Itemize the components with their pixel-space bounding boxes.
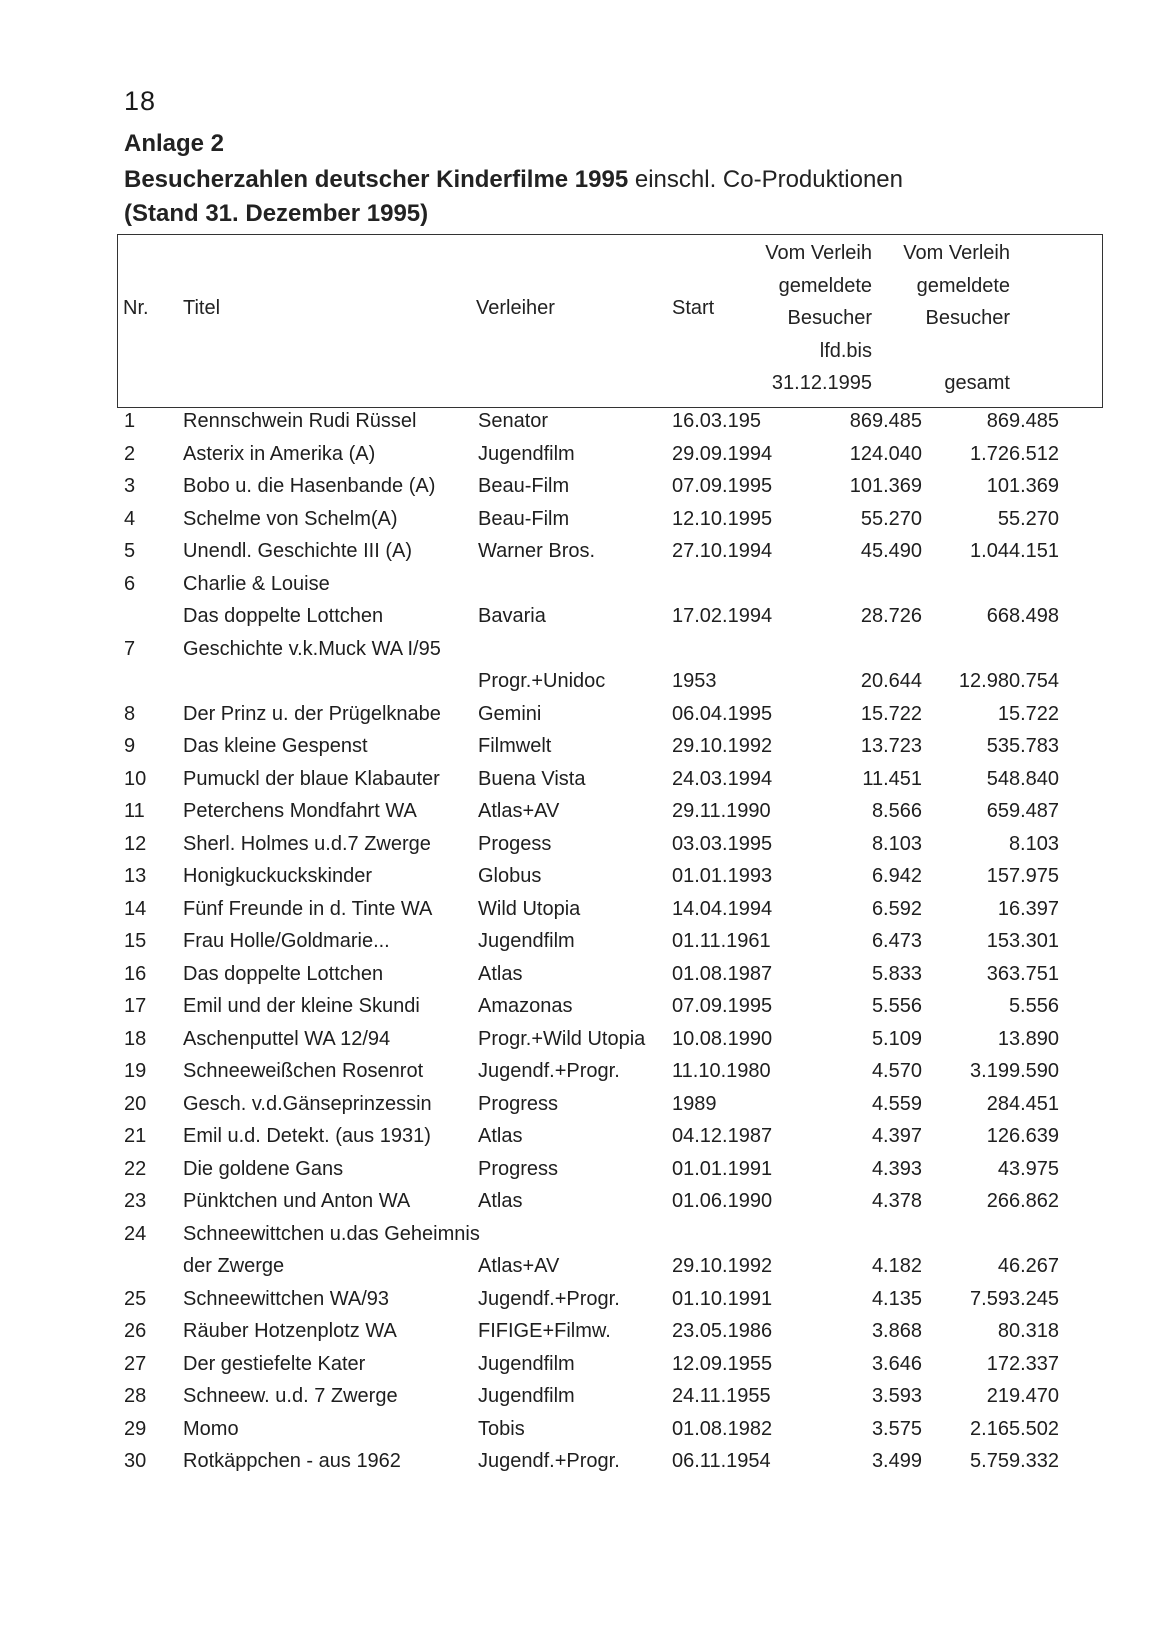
document-title — [124, 166, 903, 194]
table-row — [0, 1418, 1152, 1450]
cell-visitors-current: 45.490 — [860, 540, 922, 562]
cell-title: Momo — [183, 1417, 239, 1440]
cell-title: Schneeweißchen Rosenrot — [183, 1060, 424, 1082]
cell-distributor: Progr.+Unidoc — [478, 670, 606, 692]
table-row — [0, 638, 1152, 670]
table-row — [0, 995, 1152, 1027]
table-row — [0, 703, 1152, 735]
cell-title: Geschichte v.k.Muck WA I/95 — [183, 637, 441, 660]
cell-title: Räuber Hotzenplotz WA — [183, 1320, 397, 1342]
cell-start: 01.01.1991 — [672, 1157, 773, 1180]
cell-distributor: Tobis — [478, 1417, 525, 1440]
cell-visitors-current: 8.103 — [871, 832, 922, 855]
cell-nr: 20 — [124, 1092, 147, 1115]
header-visitors-total-line — [903, 335, 1010, 368]
cell-title: Der Prinz u. der Prügelknabe — [183, 702, 441, 725]
cell-visitors-total: 2.165.502 — [970, 1417, 1059, 1440]
table-row — [0, 1060, 1152, 1092]
cell-title: Charlie & Louise — [183, 572, 330, 595]
cell-visitors-current: 5.556 — [871, 995, 922, 1017]
cell-distributor: Globus — [478, 865, 542, 887]
cell-nr: 25 — [124, 1287, 147, 1310]
table-row — [0, 1288, 1152, 1320]
cell-visitors-current: 13.723 — [860, 735, 922, 757]
cell-visitors-total: 219.470 — [986, 1385, 1059, 1407]
cell-distributor: Bavaria — [478, 605, 546, 627]
header-visitors-total-line: Vom Verleih — [903, 242, 1010, 264]
table-row — [0, 800, 1152, 832]
cell-visitors-total: 13.890 — [997, 1027, 1059, 1050]
cell-title: Rotkäppchen - aus 1962 — [183, 1450, 401, 1472]
table-row — [0, 670, 1152, 702]
cell-start: 07.09.1995 — [672, 995, 773, 1017]
cell-start: 01.06.1990 — [672, 1190, 773, 1212]
cell-visitors-current: 6.942 — [871, 865, 922, 887]
cell-nr: 24 — [124, 1222, 147, 1245]
cell-start: 12.10.1995 — [672, 507, 773, 530]
cell-visitors-total: 7.593.245 — [970, 1287, 1059, 1310]
cell-distributor: Jugendf.+Progr. — [478, 1287, 620, 1310]
cell-visitors-total: 8.103 — [1008, 832, 1059, 855]
cell-visitors-current: 869.485 — [849, 410, 922, 432]
cell-visitors-current: 3.575 — [871, 1417, 922, 1440]
header-title: Titel — [183, 297, 221, 319]
cell-distributor: Gemini — [478, 702, 542, 725]
header-visitors-total-line: gesamt — [944, 372, 1010, 394]
cell-title: Gesch. v.d.Gänseprinzessin — [183, 1092, 432, 1115]
table-row — [0, 1190, 1152, 1222]
header-visitors-total-line: Besucher — [925, 307, 1010, 329]
cell-nr: 16 — [124, 962, 147, 985]
cell-visitors-total: 126.639 — [986, 1125, 1059, 1147]
cell-visitors-current: 5.109 — [871, 1027, 922, 1050]
cell-nr: 17 — [124, 995, 147, 1017]
cell-visitors-total: 869.485 — [986, 410, 1059, 432]
cell-distributor: Atlas+AV — [478, 800, 560, 822]
cell-visitors-current: 6.473 — [871, 930, 922, 952]
cell-nr: 8 — [124, 702, 136, 725]
cell-title: Das doppelte Lottchen — [183, 962, 384, 985]
table-row — [0, 1385, 1152, 1417]
cell-start: 23.05.1986 — [672, 1320, 773, 1342]
cell-start: 17.02.1994 — [672, 605, 773, 627]
cell-visitors-current: 3.593 — [871, 1385, 922, 1407]
cell-visitors-total: 668.498 — [986, 605, 1059, 627]
cell-start: 29.11.1990 — [672, 800, 771, 822]
table-row — [0, 1028, 1152, 1060]
table-row — [0, 963, 1152, 995]
cell-visitors-total: 1.044.151 — [970, 540, 1059, 562]
cell-distributor: FIFIGE+Filmw. — [478, 1320, 611, 1342]
cell-visitors-current: 3.499 — [871, 1450, 922, 1472]
cell-nr: 6 — [124, 572, 136, 595]
cell-nr: 29 — [124, 1417, 147, 1440]
cell-visitors-current: 15.722 — [860, 702, 922, 725]
cell-visitors-current: 3.868 — [871, 1320, 922, 1342]
cell-title: Peterchens Mondfahrt WA — [183, 800, 417, 822]
cell-visitors-total: 157.975 — [986, 865, 1059, 887]
table-row — [0, 1125, 1152, 1157]
cell-distributor: Beau-Film — [478, 475, 570, 497]
header-visitors-current-line: Besucher — [787, 307, 872, 329]
cell-distributor: Jugendf.+Progr. — [478, 1450, 620, 1472]
page-number: 18 — [124, 86, 157, 116]
cell-title: Sherl. Holmes u.d.7 Zwerge — [183, 832, 431, 855]
cell-distributor: Progress — [478, 1157, 559, 1180]
cell-visitors-current: 124.040 — [849, 442, 922, 465]
cell-visitors-total: 3.199.590 — [970, 1060, 1059, 1082]
cell-visitors-total: 80.318 — [997, 1320, 1059, 1342]
header-visitors-current-line: gemeldete — [778, 274, 872, 297]
table-row — [0, 735, 1152, 767]
cell-visitors-current: 11.451 — [862, 767, 922, 790]
cell-title: Unendl. Geschichte III (A) — [183, 540, 412, 562]
cell-visitors-total: 16.397 — [997, 897, 1059, 920]
header-nr: Nr. — [123, 297, 149, 319]
cell-start: 06.11.1954 — [672, 1450, 771, 1472]
cell-nr: 28 — [124, 1385, 147, 1407]
table-row — [0, 1450, 1152, 1482]
cell-visitors-total: 659.487 — [986, 800, 1059, 822]
table-row — [0, 865, 1152, 897]
table-row — [0, 1320, 1152, 1352]
cell-title: der Zwerge — [183, 1255, 285, 1277]
cell-nr: 27 — [124, 1352, 147, 1375]
cell-title: Fünf Freunde in d. Tinte WA — [183, 897, 433, 920]
cell-visitors-current: 5.833 — [871, 962, 922, 985]
cell-nr: 15 — [124, 930, 147, 952]
cell-distributor: Atlas — [478, 962, 523, 985]
table-row — [0, 1223, 1152, 1255]
cell-visitors-total: 12.980.754 — [958, 670, 1059, 692]
cell-start: 14.04.1994 — [672, 897, 773, 920]
cell-distributor: Beau-Film — [478, 507, 570, 530]
cell-title: Der gestiefelte Kater — [183, 1352, 366, 1375]
cell-visitors-total: 284.451 — [986, 1092, 1059, 1115]
cell-distributor: Atlas — [478, 1190, 523, 1212]
document-title-main: Besucherzahlen deutscher Kinderfilme 1995 — [124, 166, 629, 193]
cell-visitors-total: 5.759.332 — [970, 1450, 1059, 1472]
cell-distributor: Jugendfilm — [478, 1352, 575, 1375]
cell-visitors-current: 4.559 — [871, 1092, 922, 1115]
cell-title: Die goldene Gans — [183, 1157, 344, 1180]
cell-title: Schelme von Schelm(A) — [183, 507, 398, 530]
cell-distributor: Senator — [478, 410, 549, 432]
header-visitors-current-line: 31.12.1995 — [771, 372, 872, 394]
cell-nr: 3 — [124, 475, 136, 497]
cell-title: Aschenputtel WA 12/94 — [183, 1027, 391, 1050]
cell-visitors-current: 55.270 — [860, 507, 922, 530]
cell-start: 06.04.1995 — [672, 702, 773, 725]
table-row — [0, 540, 1152, 572]
cell-start: 12.09.1955 — [672, 1352, 773, 1375]
cell-title: Pünktchen und Anton WA — [183, 1190, 411, 1212]
cell-visitors-current: 4.570 — [871, 1060, 922, 1082]
cell-title: Pumuckl der blaue Klabauter — [183, 767, 440, 790]
cell-nr: 23 — [124, 1190, 147, 1212]
cell-nr: 9 — [124, 735, 136, 757]
table-row — [0, 508, 1152, 540]
cell-nr: 12 — [124, 832, 147, 855]
cell-distributor: Wild Utopia — [478, 897, 581, 920]
cell-start: 10.08.1990 — [672, 1027, 773, 1050]
header-visitors-current — [765, 237, 872, 400]
cell-nr: 1 — [124, 410, 136, 432]
table-row — [0, 768, 1152, 800]
cell-nr: 21 — [124, 1125, 147, 1147]
cell-visitors-current: 28.726 — [860, 605, 922, 627]
cell-start: 1953 — [672, 670, 717, 692]
cell-distributor: Warner Bros. — [478, 540, 596, 562]
cell-visitors-current: 4.378 — [871, 1190, 922, 1212]
cell-title: Frau Holle/Goldmarie... — [183, 930, 390, 952]
cell-start: 01.01.1993 — [672, 865, 773, 887]
cell-visitors-total: 172.337 — [986, 1352, 1059, 1375]
cell-title: Bobo u. die Hasenbande (A) — [183, 475, 436, 497]
cell-visitors-current: 4.135 — [871, 1287, 922, 1310]
cell-distributor: Progess — [478, 832, 552, 855]
document-title-suffix: einschl. Co-Produktionen — [628, 166, 904, 193]
cell-visitors-current: 101.369 — [849, 475, 922, 497]
cell-distributor: Jugendfilm — [478, 930, 575, 952]
cell-visitors-total: 46.267 — [997, 1255, 1059, 1277]
cell-start: 24.03.1994 — [672, 767, 773, 790]
cell-nr: 19 — [124, 1060, 147, 1082]
header-visitors-current-line: Vom Verleih — [765, 242, 872, 264]
cell-visitors-total: 1.726.512 — [970, 442, 1059, 465]
cell-visitors-current: 6.592 — [871, 897, 922, 920]
cell-title: Das kleine Gespenst — [183, 735, 368, 757]
cell-visitors-total: 153.301 — [986, 930, 1059, 952]
cell-visitors-current: 4.182 — [871, 1255, 922, 1277]
cell-start: 01.08.1982 — [672, 1417, 773, 1440]
table-row — [0, 1158, 1152, 1190]
cell-visitors-current: 3.646 — [871, 1352, 922, 1375]
cell-distributor: Progress — [478, 1092, 559, 1115]
cell-start: 01.08.1987 — [672, 962, 773, 985]
cell-nr: 14 — [124, 897, 147, 920]
table-row — [0, 573, 1152, 605]
cell-start: 04.12.1987 — [672, 1125, 773, 1147]
cell-distributor: Atlas — [478, 1125, 523, 1147]
cell-visitors-current: 4.397 — [871, 1125, 922, 1147]
table-row — [0, 605, 1152, 637]
cell-distributor: Filmwelt — [478, 735, 552, 757]
cell-visitors-total: 363.751 — [986, 962, 1059, 985]
table-row — [0, 898, 1152, 930]
cell-start: 29.10.1992 — [672, 1255, 773, 1277]
cell-visitors-total: 5.556 — [1008, 995, 1059, 1017]
cell-title: Rennschwein Rudi Rüssel — [183, 410, 417, 432]
cell-nr: 2 — [124, 442, 136, 465]
table-row — [0, 410, 1152, 442]
header-distributor: Verleiher — [476, 297, 555, 319]
cell-nr: 10 — [124, 767, 147, 790]
cell-visitors-total: 535.783 — [986, 735, 1059, 757]
table-row — [0, 833, 1152, 865]
cell-visitors-total: 548.840 — [986, 767, 1059, 790]
table-row — [0, 443, 1152, 475]
cell-title: Schneew. u.d. 7 Zwerge — [183, 1385, 398, 1407]
cell-distributor: Jugendfilm — [478, 442, 575, 465]
cell-visitors-total: 101.369 — [986, 475, 1059, 497]
cell-nr: 26 — [124, 1320, 147, 1342]
cell-start: 24.11.1955 — [672, 1385, 771, 1407]
annex-title: Anlage 2 — [124, 130, 225, 157]
cell-start: 01.10.1991 — [672, 1287, 773, 1310]
table-row — [0, 1255, 1152, 1287]
cell-start: 1989 — [672, 1092, 717, 1115]
table-row — [0, 930, 1152, 962]
cell-start: 01.11.1961 — [672, 930, 771, 952]
cell-nr: 7 — [124, 637, 136, 660]
cell-visitors-current: 4.393 — [871, 1157, 922, 1180]
cell-start: 11.10.1980 — [672, 1060, 771, 1082]
cell-start: 16.03.195 — [672, 410, 761, 432]
header-visitors-total — [903, 237, 1010, 400]
cell-visitors-total: 266.862 — [986, 1190, 1059, 1212]
cell-distributor: Amazonas — [478, 995, 573, 1017]
cell-visitors-current: 20.644 — [860, 670, 922, 692]
cell-distributor: Jugendfilm — [478, 1385, 575, 1407]
cell-distributor: Atlas+AV — [478, 1255, 560, 1277]
document-date: (Stand 31. Dezember 1995) — [124, 200, 429, 227]
cell-visitors-current: 8.566 — [871, 800, 922, 822]
cell-title: Asterix in Amerika (A) — [183, 442, 376, 465]
cell-start: 07.09.1995 — [672, 475, 773, 497]
table-row — [0, 1353, 1152, 1385]
cell-nr: 22 — [124, 1157, 147, 1180]
cell-visitors-total: 15.722 — [997, 702, 1059, 725]
cell-title: Das doppelte Lottchen — [183, 605, 384, 627]
table-header — [117, 234, 1103, 408]
cell-visitors-total: 43.975 — [997, 1157, 1059, 1180]
cell-nr: 5 — [124, 540, 136, 562]
cell-title: Schneewittchen WA/93 — [183, 1287, 390, 1310]
cell-title: Emil und der kleine Skundi — [183, 995, 420, 1017]
cell-distributor: Buena Vista — [478, 767, 586, 790]
cell-title: Schneewittchen u.das Geheimnis — [183, 1222, 480, 1245]
cell-nr: 18 — [124, 1027, 147, 1050]
cell-nr: 4 — [124, 507, 136, 530]
cell-distributor: Jugendf.+Progr. — [478, 1060, 620, 1082]
cell-start: 29.09.1994 — [672, 442, 773, 465]
cell-distributor: Progr.+Wild Utopia — [478, 1027, 646, 1050]
cell-start: 29.10.1992 — [672, 735, 773, 757]
table-row — [0, 1093, 1152, 1125]
cell-nr: 13 — [124, 865, 147, 887]
header-visitors-total-line: gemeldete — [916, 274, 1010, 297]
cell-visitors-total: 55.270 — [997, 507, 1059, 530]
cell-title: Honigkuckuckskinder — [183, 865, 372, 887]
header-start: Start — [672, 297, 715, 319]
cell-nr: 30 — [124, 1450, 147, 1472]
table-row — [0, 475, 1152, 507]
cell-title: Emil u.d. Detekt. (aus 1931) — [183, 1125, 431, 1147]
cell-nr: 11 — [124, 800, 145, 822]
cell-start: 03.03.1995 — [672, 832, 773, 855]
cell-start: 27.10.1994 — [672, 540, 773, 562]
header-visitors-current-line: lfd.bis — [819, 339, 872, 362]
